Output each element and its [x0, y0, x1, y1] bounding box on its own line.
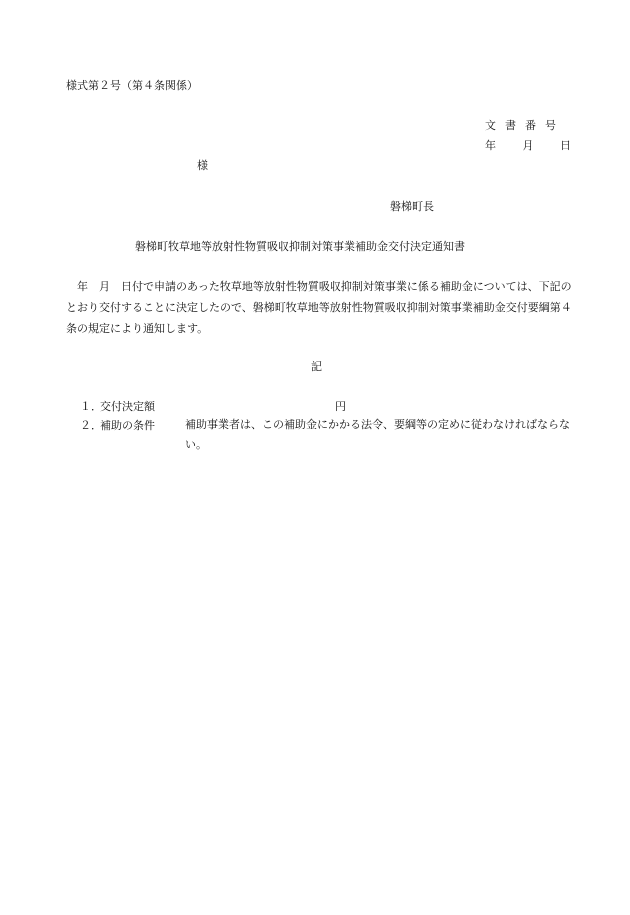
item-number: ２． [80, 419, 102, 432]
ki-heading: 記 [311, 360, 322, 373]
list-item [80, 420, 580, 455]
list-item [80, 401, 346, 412]
body-paragraph: 年 月 日付で申請のあった牧草地等放射性物質吸収抑制対策事業に係る補助金については、下記のとおり交付することに決定したので、磐梯町牧草地等放射性物質吸収抑制対策事業補助金交付要綱第４条の規定により通知します。 [66, 280, 572, 335]
date-day-label: 日 [560, 139, 571, 152]
date-year-label: 年 [485, 139, 496, 152]
form-number: 様式第２号（第４条関係） [66, 79, 198, 92]
date-line [485, 140, 571, 151]
item-value: 円 [335, 400, 346, 413]
item-label: 補助の条件 [100, 419, 155, 432]
document-title: 磐梯町牧草地等放射性物質吸収抑制対策事業補助金交付決定通知書 [135, 240, 465, 253]
recipient-honorific: 様 [197, 159, 208, 172]
item-label: 交付決定額 [100, 400, 155, 413]
date-month-label: 月 [522, 139, 534, 152]
item-value: 補助事業者は、この補助金にかかる法令、要綱等の定めに従わなければならない。 [185, 418, 570, 451]
item-number: １． [80, 400, 102, 413]
sender-name: 磐梯町長 [390, 200, 434, 213]
document-number-label: 文書番号 [485, 119, 565, 132]
